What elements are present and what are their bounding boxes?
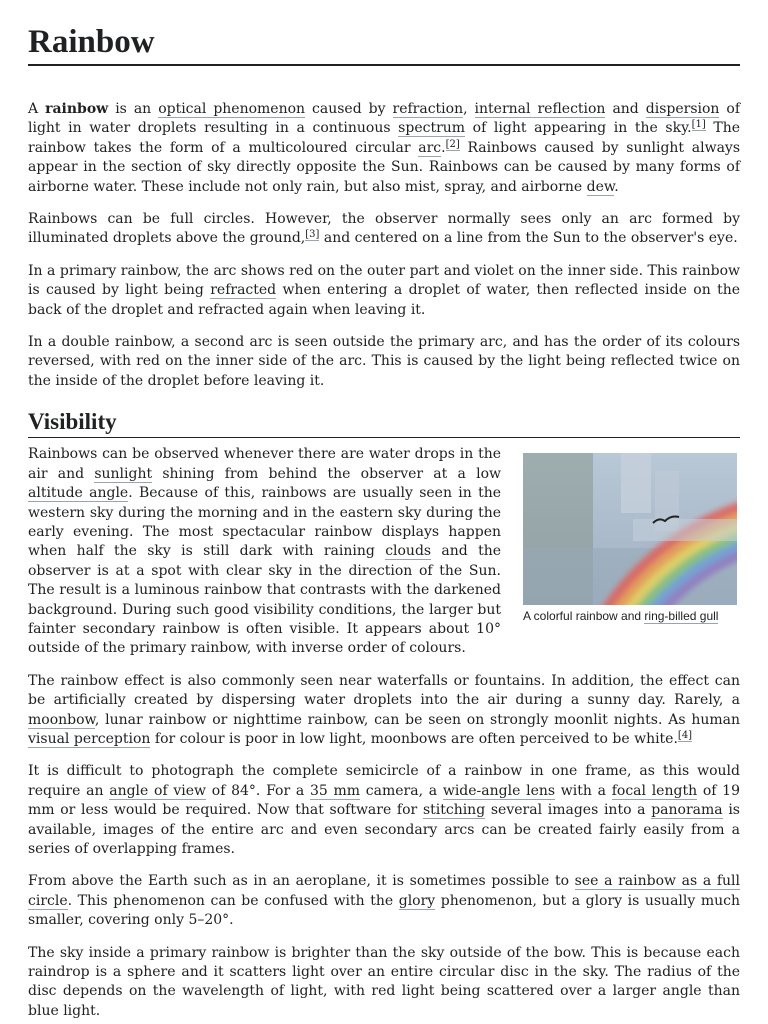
caption-text: A colorful rainbow and (523, 609, 645, 624)
link-35-mm[interactable]: 35 mm (309, 782, 361, 799)
section-heading-visibility: Visibility (28, 408, 740, 438)
link-altitude-angle[interactable]: altitude angle (28, 485, 129, 502)
text: Rainbows can be observed whenever there are water drops in the air and (28, 446, 501, 482)
link-wide-angle-lens[interactable]: wide-angle lens (442, 782, 556, 799)
visibility-paragraph-3 (28, 762, 740, 859)
text: . This phenomenon can be confused with the (67, 892, 399, 909)
text: and the observer is at a spot with clear sky in the direction of the Sun. The result is a luminous rainbow that contrasts with the darkened background. During such good visibility conditions, the larger but fainter secondary rainbow is often visible. It appears about 10° outside of the primary rainbow, with inverse order of colours. (28, 543, 501, 657)
text: The rainbow takes the form of a multicoloured circular (28, 120, 741, 156)
text: . (614, 178, 619, 195)
text: and centered on a line from the Sun to the observer's eye. (319, 230, 738, 247)
text: In a primary rainbow, the arc shows red on the outer part and violet on the inner side. This rainbow is caused by light being (28, 262, 740, 299)
link-dew[interactable]: dew (586, 178, 615, 195)
link-spectrum[interactable]: spectrum (398, 120, 466, 137)
text: camera, a (360, 782, 443, 799)
text: of 84°. For a (206, 782, 310, 799)
reference-2[interactable] (446, 139, 460, 151)
visibility-section (28, 408, 740, 1021)
reference-link[interactable]: [1] (691, 119, 706, 131)
link-angle-of-view[interactable]: angle of view (109, 782, 207, 799)
reference-1[interactable] (692, 119, 706, 131)
link-internal-reflection[interactable]: internal reflection (474, 101, 606, 117)
text: of 19 mm or less would be required. Now that software for (28, 782, 740, 819)
text: of light in water droplets resulting in a continuous (28, 101, 741, 137)
link-stitching[interactable]: stitching (422, 802, 486, 819)
link-optical-phenomenon[interactable]: optical phenomenon (158, 101, 306, 117)
link-refracted[interactable]: refracted (210, 282, 277, 299)
intro-paragraph-2 (28, 210, 740, 249)
text: . Because of this, rainbows are usually seen in the western sky during the morning and in the eastern sky during the early evening. The most spectacular rainbow displays happen when half the sky is still dark with raining (28, 485, 502, 560)
reference-link[interactable]: [4] (677, 729, 693, 741)
text: when entering a droplet of water, then reflected inside on the back of the droplet and refracted again when leaving it. (28, 282, 740, 318)
figure-caption (523, 608, 738, 624)
text: several images into a (485, 802, 652, 819)
reference-link[interactable]: [3] (305, 229, 320, 241)
text: caused by (305, 101, 393, 117)
article (28, 0, 740, 1021)
text: is an (108, 101, 159, 117)
link-ring-billed-gull[interactable]: ring-billed gull (644, 609, 719, 624)
text: and (605, 101, 646, 117)
text: Rainbows can be full circles. However, the observer normally sees only an arc formed by illuminated droplets above the ground, (28, 211, 740, 247)
photo-bridge (633, 519, 737, 541)
intro-paragraph-3 (28, 262, 740, 320)
link-visual-perception[interactable]: visual perception (28, 730, 151, 747)
link-arc[interactable]: arc (418, 139, 442, 156)
link-full-circle[interactable]: see a rainbow as a full circle (28, 873, 740, 909)
text: for colour is poor in low light, moonbows are often perceived to be white. (150, 730, 678, 747)
rainbow-figure (523, 453, 738, 624)
link-moonbow[interactable]: moonbow (28, 711, 95, 728)
link-panorama[interactable]: panorama (651, 802, 723, 819)
text: Rainbows caused by sunlight always appear in the section of sky directly opposite the Sun. Rainbows can be caused by many forms of airborne water. These include not only rain, but also mist, spray, and airborne (28, 139, 741, 195)
visibility-paragraph-4 (28, 872, 740, 930)
text: of light appearing in the sky. (465, 120, 692, 137)
text: with a (555, 782, 612, 799)
text: is available, images of the entire arc and even secondary arcs can be created fairly easily from a series of overlapping frames. (28, 802, 740, 857)
reference-3[interactable] (305, 229, 319, 241)
bold-term: rainbow (45, 101, 109, 117)
text: It is difficult to photograph the complete semicircle of a rainbow in one frame, as this would require an (28, 763, 740, 799)
text: From above the Earth such as in an aeroplane, it is sometimes possible to (28, 873, 575, 890)
text: phenomenon, but a glory is usually much smaller, covering only 5–20°. (28, 892, 741, 929)
rainbow-photo[interactable] (523, 453, 737, 605)
reference-link[interactable]: [2] (445, 138, 460, 150)
link-clouds[interactable]: clouds (385, 543, 432, 560)
text: , lunar rainbow or nighttime rainbow, can be seen on strongly moonlit nights. As human (94, 711, 740, 728)
link-focal-length[interactable]: focal length (611, 782, 698, 799)
visibility-paragraph-5: The sky inside a primary rainbow is brighter than the sky outside of the bow. This is because each raindrop is a sphere and it scatters light over an entire circular disc in the sky. The radius of the disc depends on the wavelength of light, with red light being scattered over a larger angle than blue light. (28, 944, 740, 1019)
text: , (463, 101, 475, 117)
link-dispersion[interactable]: dispersion (645, 101, 720, 117)
text: shining from behind the observer at a low (152, 465, 501, 482)
intro-paragraph-1 (28, 100, 740, 197)
text: The rainbow effect is also commonly seen near waterfalls or fountains. In addition, the effect can be artificially created by dispersing water droplets into the air during a sunny day. Rarely, a (28, 672, 740, 709)
link-refraction[interactable]: refraction (392, 101, 464, 117)
photo-building (621, 453, 651, 513)
link-sunlight[interactable]: sunlight (94, 465, 153, 482)
intro-paragraph-4: In a double rainbow, a second arc is seen outside the primary arc, and has the order of its colours reversed, with red on the inner side of the arc. This is caused by the light being reflected twice on the inside of the droplet before leaving it. (28, 334, 740, 389)
text: . (441, 139, 446, 156)
visibility-paragraph-2 (28, 672, 740, 750)
link-glory[interactable]: glory (398, 892, 436, 909)
page-title: Rainbow (28, 22, 740, 66)
reference-4[interactable] (678, 730, 692, 742)
text: A (28, 101, 46, 117)
